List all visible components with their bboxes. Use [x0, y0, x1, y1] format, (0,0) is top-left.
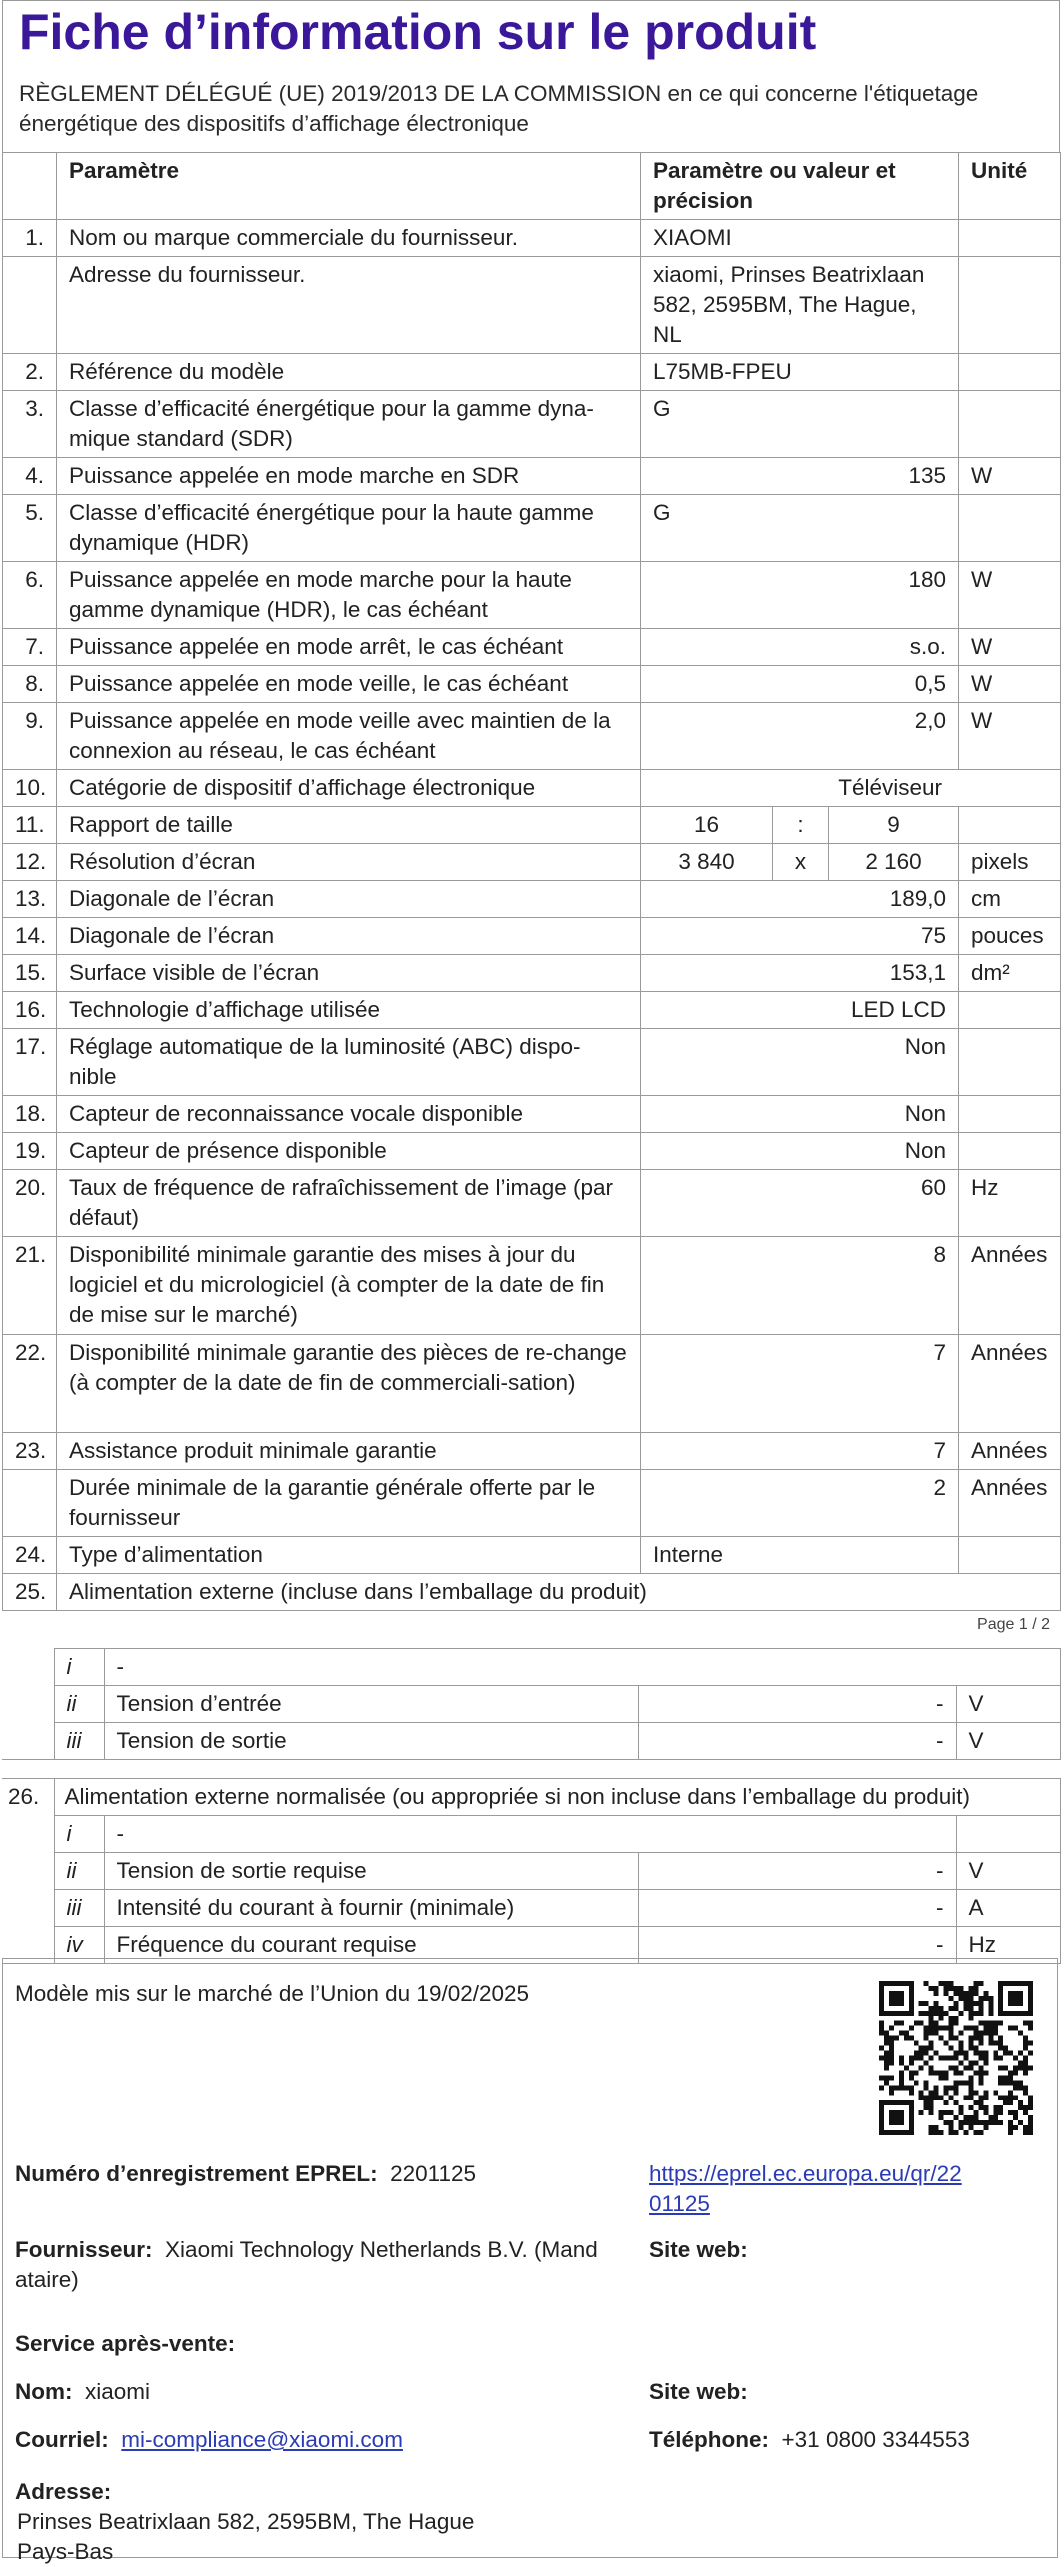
- table-row: [3, 495, 1061, 562]
- row-unit: dm²: [959, 955, 1061, 992]
- page-title: Fiche d’information sur le produit: [19, 4, 817, 60]
- table-row: [2, 1853, 1060, 1890]
- row-label: Alimentation externe normalisée (ou appropriée si non incluse dans l’emballage du produit): [54, 1779, 1060, 1816]
- row-unit: [959, 391, 1061, 458]
- row-label: Taux de fréquence de rafraîchissement de l’image (par défaut): [57, 1170, 641, 1237]
- row-unit: W: [959, 458, 1061, 495]
- phone-value: +31 0800 3344553: [781, 2427, 970, 2452]
- row-number: 8.: [3, 666, 57, 703]
- table-row: [3, 1029, 1061, 1096]
- row-value: 180: [641, 562, 959, 629]
- row-unit: [959, 1133, 1061, 1170]
- row-number: 17.: [3, 1029, 57, 1096]
- table-row: [3, 918, 1061, 955]
- header-param-cell: Paramètre: [57, 153, 641, 220]
- service-website-label: Site web:: [649, 2379, 748, 2404]
- row-number: 4.: [3, 458, 57, 495]
- sheet-header: [2, 0, 1060, 152]
- supplier-value-line1: Xiaomi Technology Netherlands B.V. (Mand: [165, 2237, 598, 2262]
- supplier-website-label: Site web:: [649, 2237, 748, 2262]
- row-label: Diagonale de l’écran: [57, 881, 641, 918]
- row-value: Non: [641, 1133, 959, 1170]
- row-unit: Années: [959, 1335, 1061, 1433]
- row-number: 6.: [3, 562, 57, 629]
- sub-index: ii: [54, 1853, 104, 1890]
- row-unit: [959, 257, 1061, 354]
- sub-label: -: [104, 1816, 956, 1853]
- table-row: [3, 1133, 1061, 1170]
- table-row: [3, 1096, 1061, 1133]
- table-row: [2, 1816, 1060, 1853]
- row-number: [3, 1470, 57, 1537]
- address-line1: Prinses Beatrixlaan 582, 2595BM, The Hague: [17, 2509, 475, 2534]
- supplier-line: [15, 2235, 635, 2295]
- table-row: [3, 1433, 1061, 1470]
- row-value: 7: [641, 1433, 959, 1470]
- sub-label: Tension d’entrée: [104, 1686, 638, 1723]
- table-row: [2, 1890, 1060, 1927]
- email-label: Courriel:: [15, 2427, 109, 2452]
- row-value: 2,0: [641, 703, 959, 770]
- row-label: Alimentation externe (incluse dans l’emballage du produit): [57, 1574, 1061, 1611]
- sub-index: i: [54, 1816, 104, 1853]
- table-row: [3, 844, 1061, 881]
- row-number: 11.: [3, 807, 57, 844]
- row-value: L75MB-FPEU: [641, 354, 959, 391]
- row-unit: [959, 807, 1061, 844]
- row-unit: [959, 354, 1061, 391]
- row-number: 25.: [3, 1574, 57, 1611]
- address-label: Adresse:: [15, 2479, 112, 2504]
- sub-unit: A: [956, 1890, 1060, 1927]
- table-row: [3, 1574, 1061, 1611]
- regulation-subtitle: RÈGLEMENT DÉLÉGUÉ (UE) 2019/2013 DE LA COMMISSION en ce qui concerne l'étiquetage énergétique des dispositifs d’affichage électronique: [19, 81, 979, 136]
- row-spacer: [2, 1853, 54, 1890]
- row-value: 189,0: [641, 881, 959, 918]
- row-unit: W: [959, 629, 1061, 666]
- sub-label: Fréquence du courant requise: [104, 1927, 638, 1964]
- row-label: Puissance appelée en mode veille avec maintien de la connexion au réseau, le cas échéant: [57, 703, 641, 770]
- sub-unit: V: [956, 1723, 1060, 1760]
- sub-label: Tension de sortie: [104, 1723, 638, 1760]
- row-value: 8: [641, 1237, 959, 1335]
- parameters-table: [2, 152, 1061, 1611]
- row-value: 75: [641, 918, 959, 955]
- row-number: 9.: [3, 703, 57, 770]
- table-row: [3, 992, 1061, 1029]
- aspect-separator: :: [773, 807, 829, 844]
- row-label: Diagonale de l’écran: [57, 918, 641, 955]
- row-label: Classe d’efficacité énergétique pour la haute gamme dynamique (HDR): [57, 495, 641, 562]
- row-value: LED LCD: [641, 992, 959, 1029]
- eprel-link-line2: 01125: [649, 2191, 710, 2216]
- row-label: Capteur de présence disponible: [57, 1133, 641, 1170]
- sub-unit: V: [956, 1853, 1060, 1890]
- row-unit: cm: [959, 881, 1061, 918]
- eprel-label: Numéro d’enregistrement EPREL:: [15, 2161, 378, 2186]
- row-number: 12.: [3, 844, 57, 881]
- supplier-value-line2: ataire): [15, 2267, 79, 2292]
- row-value: 7: [641, 1335, 959, 1433]
- header-num-cell: [3, 153, 57, 220]
- table-row: [3, 1170, 1061, 1237]
- table-row: [3, 562, 1061, 629]
- row-number: 22.: [3, 1335, 57, 1433]
- sub-label: Tension de sortie requise: [104, 1853, 638, 1890]
- table-row: [2, 1686, 1060, 1723]
- row-unit: [959, 992, 1061, 1029]
- table-row: [2, 1779, 1060, 1816]
- row-spacer: [2, 1723, 54, 1760]
- row-label: Réglage automatique de la luminosité (ABC) dispo-nible: [57, 1029, 641, 1096]
- sub-index: iv: [54, 1927, 104, 1964]
- row-unit: [959, 220, 1061, 257]
- table-row: [3, 1470, 1061, 1537]
- row-label: Capteur de reconnaissance vocale disponible: [57, 1096, 641, 1133]
- row-value: 153,1: [641, 955, 959, 992]
- row-value: s.o.: [641, 629, 959, 666]
- table-row: [3, 629, 1061, 666]
- header-value-cell: Paramètre ou valeur et précision: [641, 153, 959, 220]
- name-line: [15, 2377, 150, 2407]
- table-row: [3, 1335, 1061, 1433]
- row-value: 60: [641, 1170, 959, 1237]
- table-header-row: [3, 153, 1061, 220]
- sub-value: -: [638, 1927, 956, 1964]
- row-unit: [959, 1029, 1061, 1096]
- sub-unit: [956, 1816, 1060, 1853]
- row-number: 24.: [3, 1537, 57, 1574]
- sub-index: iii: [54, 1890, 104, 1927]
- sub-value: -: [638, 1890, 956, 1927]
- row-unit: W: [959, 703, 1061, 770]
- row-unit: [959, 1537, 1061, 1574]
- row-number: 2.: [3, 354, 57, 391]
- supplier-label: Fournisseur:: [15, 2237, 153, 2262]
- row-unit: [959, 495, 1061, 562]
- row-unit: Années: [959, 1433, 1061, 1470]
- aspect-height: 9: [829, 807, 959, 844]
- row-number: 10.: [3, 770, 57, 807]
- row-value: Non: [641, 1029, 959, 1096]
- row-unit: Hz: [959, 1170, 1061, 1237]
- row-unit: pixels: [959, 844, 1061, 881]
- row-label: Puissance appelée en mode marche en SDR: [57, 458, 641, 495]
- row-spacer: [2, 1890, 54, 1927]
- row-value: 2: [641, 1470, 959, 1537]
- sub-index: i: [54, 1649, 104, 1686]
- table-row: [3, 257, 1061, 354]
- row-value: 0,5: [641, 666, 959, 703]
- table-row: [3, 807, 1061, 844]
- sub-label: Intensité du courant à fournir (minimale): [104, 1890, 638, 1927]
- table-row: [3, 955, 1061, 992]
- resolution-separator: x: [773, 844, 829, 881]
- row-unit: Années: [959, 1237, 1061, 1335]
- row-number: 18.: [3, 1096, 57, 1133]
- row-value: G: [641, 495, 959, 562]
- row-number: 14.: [3, 918, 57, 955]
- qr-code-icon[interactable]: [879, 1981, 1033, 2135]
- eprel-link[interactable]: [649, 2161, 962, 2216]
- table-row: [3, 1237, 1061, 1335]
- header-unit-cell: Unité: [959, 153, 1061, 220]
- row-label: Puissance appelée en mode arrêt, le cas échéant: [57, 629, 641, 666]
- resolution-height: 2 160: [829, 844, 959, 881]
- sub-label: -: [104, 1649, 1060, 1686]
- after-sales-label: Service après-vente:: [15, 2331, 236, 2356]
- row-spacer: [2, 1649, 54, 1686]
- row-label: Disponibilité minimale garantie des mises à jour du logiciel et du micrologiciel (à compter de la date de fin de mise sur le marché): [57, 1237, 641, 1335]
- table-row: [3, 354, 1061, 391]
- row-value: Non: [641, 1096, 959, 1133]
- table-row: [3, 666, 1061, 703]
- table-row: [3, 220, 1061, 257]
- row-number: 3.: [3, 391, 57, 458]
- address-value: [17, 2507, 474, 2567]
- sub-unit: V: [956, 1686, 1060, 1723]
- row-label: Résolution d’écran: [57, 844, 641, 881]
- row-value: Interne: [641, 1537, 959, 1574]
- row-unit: pouces: [959, 918, 1061, 955]
- row-spacer: [2, 1686, 54, 1723]
- table-row: [3, 458, 1061, 495]
- email-link[interactable]: mi-compliance@xiaomi.com: [121, 2427, 403, 2452]
- table-row: [3, 881, 1061, 918]
- row-label: Nom ou marque commerciale du fournisseur.: [57, 220, 641, 257]
- row-label: Type d’alimentation: [57, 1537, 641, 1574]
- row-label: Catégorie de dispositif d’affichage électronique: [57, 770, 641, 807]
- sub-value: -: [638, 1723, 956, 1760]
- supplier-info-box: [2, 1958, 1058, 2564]
- table-row: [3, 770, 1061, 807]
- row-number: 13.: [3, 881, 57, 918]
- row-label: Assistance produit minimale garantie: [57, 1433, 641, 1470]
- aspect-width: 16: [641, 807, 773, 844]
- standard-supply-table: [2, 1778, 1061, 1964]
- sub-value: -: [638, 1686, 956, 1723]
- row-unit: [959, 1096, 1061, 1133]
- row-label: Rapport de taille: [57, 807, 641, 844]
- row-label: Classe d’efficacité énergétique pour la gamme dyna-mique standard (SDR): [57, 391, 641, 458]
- row-number: 16.: [3, 992, 57, 1029]
- row-number: 23.: [3, 1433, 57, 1470]
- table-row: [2, 1723, 1060, 1760]
- name-label: Nom:: [15, 2379, 73, 2404]
- row-number: 15.: [3, 955, 57, 992]
- page-number: Page 1 / 2: [977, 1616, 1050, 1633]
- row-number: 7.: [3, 629, 57, 666]
- row-label: Technologie d’affichage utilisée: [57, 992, 641, 1029]
- row-label: Surface visible de l’écran: [57, 955, 641, 992]
- market-date: Modèle mis sur le marché de l’Union du 19/02/2025: [15, 1981, 530, 2006]
- row-value: XIAOMI: [641, 220, 959, 257]
- sub-index: ii: [54, 1686, 104, 1723]
- phone-line: [649, 2425, 970, 2455]
- row-label: Adresse du fournisseur.: [57, 257, 641, 354]
- eprel-link-block: [649, 2159, 1029, 2219]
- row-label: Disponibilité minimale garantie des pièces de re-change (à compter de la date de fin de commerciali-sation): [57, 1335, 641, 1433]
- eprel-link-line1: https://eprel.ec.europa.eu/qr/22: [649, 2161, 962, 2186]
- row-number: 5.: [3, 495, 57, 562]
- eprel-number: 2201125: [390, 2161, 477, 2186]
- row-label: Puissance appelée en mode veille, le cas échéant: [57, 666, 641, 703]
- sub-index: iii: [54, 1723, 104, 1760]
- row-value: xiaomi, Prinses Beatrixlaan 582, 2595BM, The Hague, NL: [641, 257, 959, 354]
- row-value: Téléviseur: [641, 770, 1061, 807]
- name-value: xiaomi: [85, 2379, 151, 2404]
- table-row: [3, 1537, 1061, 1574]
- row-label: Référence du modèle: [57, 354, 641, 391]
- row-value: G: [641, 391, 959, 458]
- table-row: [3, 703, 1061, 770]
- row-number: 19.: [3, 1133, 57, 1170]
- eprel-line: [15, 2159, 476, 2189]
- phone-label: Téléphone:: [649, 2427, 770, 2452]
- row-value: 135: [641, 458, 959, 495]
- row-unit: W: [959, 562, 1061, 629]
- row-unit: Années: [959, 1470, 1061, 1537]
- external-supply-table: [2, 1648, 1061, 1760]
- row-unit: W: [959, 666, 1061, 703]
- address-line2: Pays-Bas: [17, 2539, 114, 2564]
- sub-unit: Hz: [956, 1927, 1060, 1964]
- table-row: [2, 1649, 1060, 1686]
- resolution-width: 3 840: [641, 844, 773, 881]
- row-number: [3, 257, 57, 354]
- sub-value: -: [638, 1853, 956, 1890]
- row-spacer: [2, 1816, 54, 1853]
- row-number: 1.: [3, 220, 57, 257]
- row-number: 26.: [2, 1779, 54, 1816]
- row-number: 20.: [3, 1170, 57, 1237]
- row-label: Puissance appelée en mode marche pour la haute gamme dynamique (HDR), le cas échéant: [57, 562, 641, 629]
- row-number: 21.: [3, 1237, 57, 1335]
- email-line: [15, 2425, 403, 2455]
- row-label: Durée minimale de la garantie générale offerte par le fournisseur: [57, 1470, 641, 1537]
- table-row: [3, 391, 1061, 458]
